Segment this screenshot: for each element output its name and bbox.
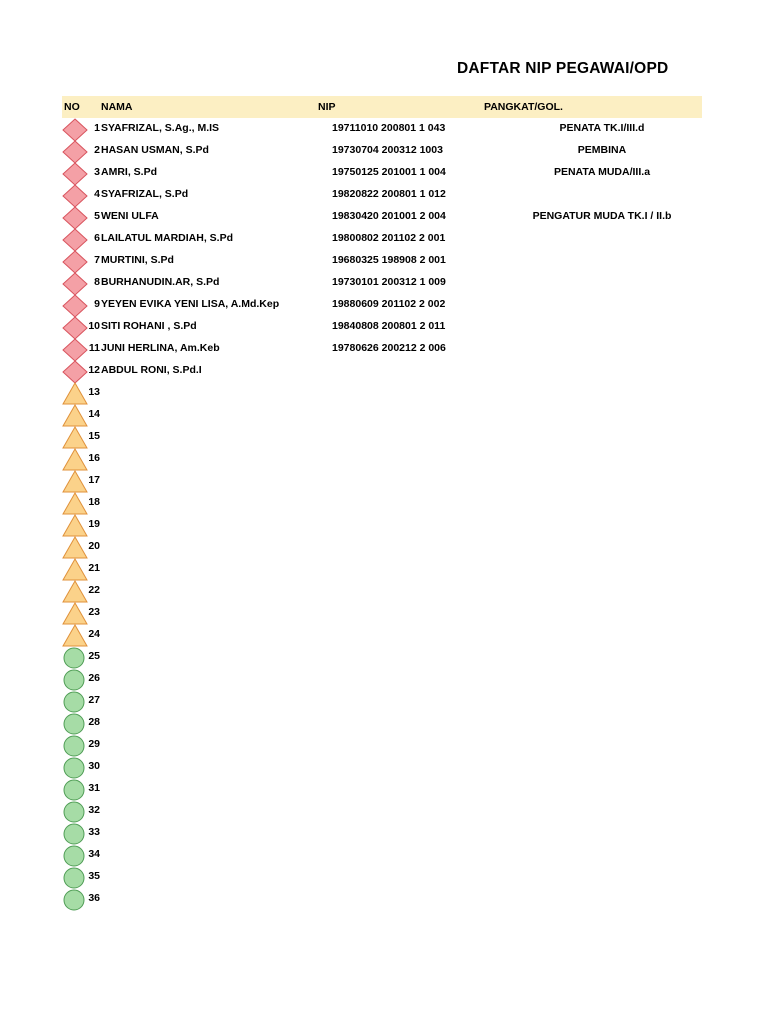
- row-number: 12: [88, 364, 100, 376]
- table-row: [62, 250, 702, 272]
- table-row: [62, 888, 702, 910]
- table-row: [62, 272, 702, 294]
- table-row: [62, 470, 702, 492]
- nama-cell: HASAN USMAN, S.Pd: [101, 144, 209, 156]
- no-cell: [62, 184, 100, 206]
- header-nama: NAMA: [101, 101, 133, 113]
- table-row: [62, 844, 702, 866]
- table-row: [62, 690, 702, 712]
- table-row: [62, 778, 702, 800]
- no-cell: [62, 800, 100, 822]
- no-cell: [62, 228, 100, 250]
- nama-cell: WENI ULFA: [101, 210, 159, 222]
- no-cell: [62, 624, 100, 646]
- row-number: 32: [88, 804, 100, 816]
- pangkat-cell: PENATA MUDA/III.a: [553, 166, 651, 178]
- no-cell: [62, 294, 100, 316]
- no-cell: [62, 118, 100, 140]
- row-number: 20: [88, 540, 100, 552]
- nip-cell: 19820822 200801 1 012: [332, 188, 446, 200]
- row-number: 5: [94, 210, 100, 222]
- no-cell: [62, 778, 100, 800]
- no-cell: [62, 316, 100, 338]
- table-row: [62, 184, 702, 206]
- row-number: 31: [88, 782, 100, 794]
- row-number: 34: [88, 848, 100, 860]
- table-row: [62, 822, 702, 844]
- row-number: 21: [88, 562, 100, 574]
- page-title: DAFTAR NIP PEGAWAI/OPD: [457, 60, 669, 77]
- nama-cell: BURHANUDIN.AR, S.Pd: [101, 276, 220, 288]
- table-row: [62, 360, 702, 382]
- no-cell: [62, 162, 100, 184]
- table-row: [62, 162, 702, 184]
- no-cell: [62, 668, 100, 690]
- table-row: [62, 800, 702, 822]
- no-cell: [62, 338, 100, 360]
- row-number: 8: [94, 276, 100, 288]
- table-row: [62, 492, 702, 514]
- no-cell: [62, 712, 100, 734]
- nama-cell: SITI ROHANI , S.Pd: [101, 320, 197, 332]
- table-row: [62, 382, 702, 404]
- nip-cell: 19800802 201102 2 001: [332, 232, 446, 244]
- no-cell: [62, 822, 100, 844]
- nama-cell: JUNI HERLINA, Am.Keb: [101, 342, 220, 354]
- no-cell: [62, 734, 100, 756]
- row-number: 14: [88, 408, 100, 420]
- table-row: [62, 580, 702, 602]
- no-cell: [62, 690, 100, 712]
- row-number: 30: [88, 760, 100, 772]
- row-number: 19: [88, 518, 100, 530]
- table-row: [62, 866, 702, 888]
- pangkat-cell: PENATA TK.I/III.d: [559, 122, 645, 134]
- row-number: 4: [94, 188, 100, 200]
- no-cell: [62, 888, 100, 910]
- row-number: 22: [88, 584, 100, 596]
- row-number: 28: [88, 716, 100, 728]
- nama-cell: AMRI, S.Pd: [101, 166, 158, 178]
- no-cell: [62, 206, 100, 228]
- row-number: 23: [88, 606, 100, 618]
- row-number: 27: [88, 694, 100, 706]
- nip-cell: 19780626 200212 2 006: [332, 342, 446, 354]
- no-cell: [62, 492, 100, 514]
- no-cell: [62, 514, 100, 536]
- row-number: 25: [88, 650, 100, 662]
- pangkat-cell: PEMBINA: [577, 144, 627, 156]
- table-row: [62, 536, 702, 558]
- row-number: 35: [88, 870, 100, 882]
- pangkat-cell: PENGATUR MUDA TK.I / II.b: [532, 210, 672, 222]
- row-number: 1: [94, 122, 100, 134]
- no-cell: [62, 140, 100, 162]
- table-row: [62, 294, 702, 316]
- row-number: 16: [88, 452, 100, 464]
- header-pangkat: PANGKAT/GOL.: [484, 101, 563, 113]
- no-cell: [62, 360, 100, 382]
- no-cell: [62, 756, 100, 778]
- table-row: [62, 514, 702, 536]
- nip-cell: 19840808 200801 2 011: [332, 320, 446, 332]
- no-cell: [62, 844, 100, 866]
- table-row: [62, 668, 702, 690]
- table-row: [62, 404, 702, 426]
- table-body: [62, 118, 702, 910]
- nama-cell: MURTINI, S.Pd: [101, 254, 174, 266]
- nama-cell: SYAFRIZAL, S.Pd: [101, 188, 189, 200]
- row-number: 3: [94, 166, 100, 178]
- row-number: 10: [88, 320, 100, 332]
- no-cell: [62, 866, 100, 888]
- table-row: [62, 602, 702, 624]
- no-cell: [62, 404, 100, 426]
- no-cell: [62, 250, 100, 272]
- table-row: [62, 756, 702, 778]
- nip-cell: 19680325 198908 2 001: [332, 254, 446, 266]
- nama-cell: YEYEN EVIKA YENI LISA, A.Md.Kep: [101, 298, 280, 310]
- nama-cell: LAILATUL MARDIAH, S.Pd: [101, 232, 234, 244]
- table-row: [62, 228, 702, 250]
- table-row: [62, 206, 702, 228]
- row-number: 11: [88, 342, 100, 354]
- row-number: 26: [88, 672, 100, 684]
- nip-cell: 19830420 201001 2 004: [332, 210, 446, 222]
- row-number: 2: [94, 144, 100, 156]
- row-number: 17: [88, 474, 100, 486]
- row-number: 36: [88, 892, 100, 904]
- no-cell: [62, 536, 100, 558]
- no-cell: [62, 470, 100, 492]
- table-row: [62, 338, 702, 360]
- nip-cell: 19730101 200312 1 009: [332, 276, 446, 288]
- header-nip: NIP: [318, 101, 336, 113]
- table-row: [62, 734, 702, 756]
- nip-cell: 19880609 201102 2 002: [332, 298, 446, 310]
- row-number: 15: [88, 430, 100, 442]
- row-number: 29: [88, 738, 100, 750]
- table-header: [62, 96, 702, 118]
- nama-cell: ABDUL RONI, S.Pd.I: [101, 364, 202, 376]
- row-number: 33: [88, 826, 100, 838]
- row-number: 24: [88, 628, 100, 640]
- table-row: [62, 624, 702, 646]
- nip-cell: 19750125 201001 1 004: [332, 166, 446, 178]
- table-row: [62, 426, 702, 448]
- row-number: 6: [94, 232, 100, 244]
- nama-cell: SYAFRIZAL, S.Ag., M.IS: [101, 122, 220, 134]
- no-cell: [62, 448, 100, 470]
- no-cell: [62, 272, 100, 294]
- row-number: 18: [88, 496, 100, 508]
- table-row: [62, 140, 702, 162]
- row-number: 7: [94, 254, 100, 266]
- no-cell: [62, 426, 100, 448]
- row-number: 9: [94, 298, 100, 310]
- table-row: [62, 558, 702, 580]
- row-number: 13: [88, 386, 100, 398]
- header-no: NO: [64, 101, 80, 113]
- table-row: [62, 316, 702, 338]
- no-cell: [62, 602, 100, 624]
- no-cell: [62, 580, 100, 602]
- no-cell: [62, 382, 100, 404]
- nip-cell: 19711010 200801 1 043: [332, 122, 446, 134]
- no-cell: [62, 646, 100, 668]
- table-row: [62, 646, 702, 668]
- table-row: [62, 448, 702, 470]
- nip-cell: 19730704 200312 1003: [332, 144, 443, 156]
- table-row: [62, 712, 702, 734]
- no-cell: [62, 558, 100, 580]
- table-row: [62, 118, 702, 140]
